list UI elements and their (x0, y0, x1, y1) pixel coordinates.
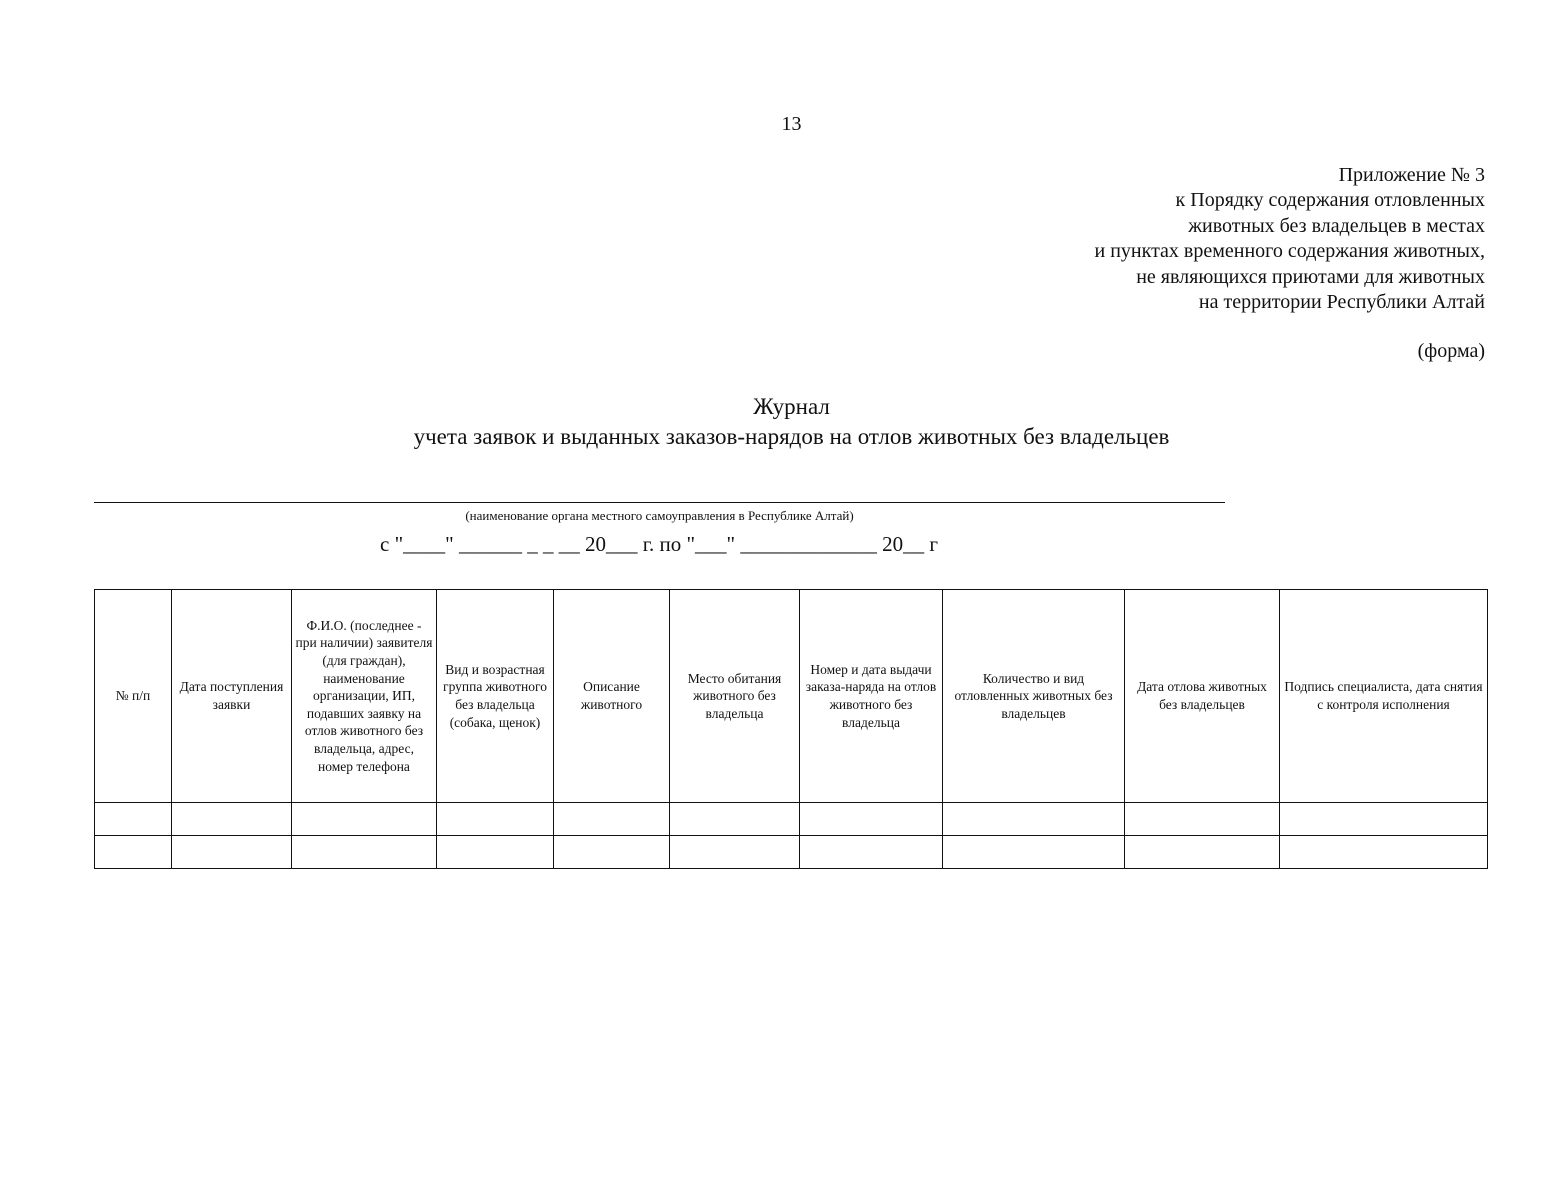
table-cell (554, 803, 670, 836)
form-label: (форма) (1417, 340, 1485, 362)
table-row (95, 836, 1488, 869)
table-row (95, 803, 1488, 836)
appendix-block (1095, 163, 1486, 315)
org-name-line (94, 502, 1225, 503)
table-cell (554, 836, 670, 869)
table-cell (1125, 836, 1280, 869)
header-cell-number: № п/п (95, 590, 172, 803)
org-caption: (наименование органа местного самоуправления в Республике Алтай) (465, 508, 854, 523)
page-number: 13 (781, 113, 802, 135)
appendix-line: Приложение № 3 (1338, 164, 1485, 186)
header-cell-habitat: Место обитания животного без владельца (670, 590, 800, 803)
table-cell (172, 836, 292, 869)
header-row (95, 590, 1488, 803)
appendix-line: к Порядку содержания отловленных (1175, 189, 1485, 212)
header-cell-order-number: Номер и дата выдачи заказа-наряда на отлов животного без владельца (800, 590, 943, 803)
table-cell (1280, 836, 1488, 869)
appendix-line: на территории Республики Алтай (1198, 291, 1485, 314)
header-cell-capture-date: Дата отлова животных без владельцев (1125, 590, 1280, 803)
table-cell (172, 803, 292, 836)
title-line-2: учета заявок и выданных заказов-нарядов на отлов животных без владельцев (413, 424, 1170, 449)
appendix-line: и пунктах временного содержания животных, (1094, 240, 1485, 263)
table-cell (95, 803, 172, 836)
header-cell-date-received: Дата поступления заявки (172, 590, 292, 803)
header-cell-quantity: Количество и вид отловленных животных без владельцев (943, 590, 1125, 803)
table-cell (437, 803, 554, 836)
appendix-line: не являющихся приютами для животных (1136, 265, 1485, 288)
table-cell (1125, 803, 1280, 836)
title-line-1: Журнал (753, 394, 830, 419)
appendix-line: животных без владельцев в местах (1188, 214, 1485, 237)
table-cell (292, 803, 437, 836)
document-title (0, 392, 1553, 452)
table-cell (670, 803, 800, 836)
table-cell (1280, 803, 1488, 836)
table-cell (437, 836, 554, 869)
period-line: с "____" ______ _ _ __ 20___ г. по "___" _____________ 20__ г (380, 532, 938, 556)
table-cell (943, 803, 1125, 836)
header-cell-species-age: Вид и возрастная группа животного без владельца (собака, щенок) (437, 590, 554, 803)
table-cell (292, 836, 437, 869)
journal-table (94, 589, 1488, 869)
table-cell (670, 836, 800, 869)
table-cell (943, 836, 1125, 869)
header-cell-description: Описание животного (554, 590, 670, 803)
table-cell (95, 836, 172, 869)
header-cell-signature: Подпись специалиста, дата снятия с контроля исполнения (1280, 590, 1488, 803)
table-cell (800, 803, 943, 836)
table-cell (800, 836, 943, 869)
header-cell-applicant: Ф.И.О. (последнее - при наличии) заявителя (для граждан), наименование организации, ИП, подавших заявку на отлов животного без владельца, адрес, номер телефона (292, 590, 437, 803)
